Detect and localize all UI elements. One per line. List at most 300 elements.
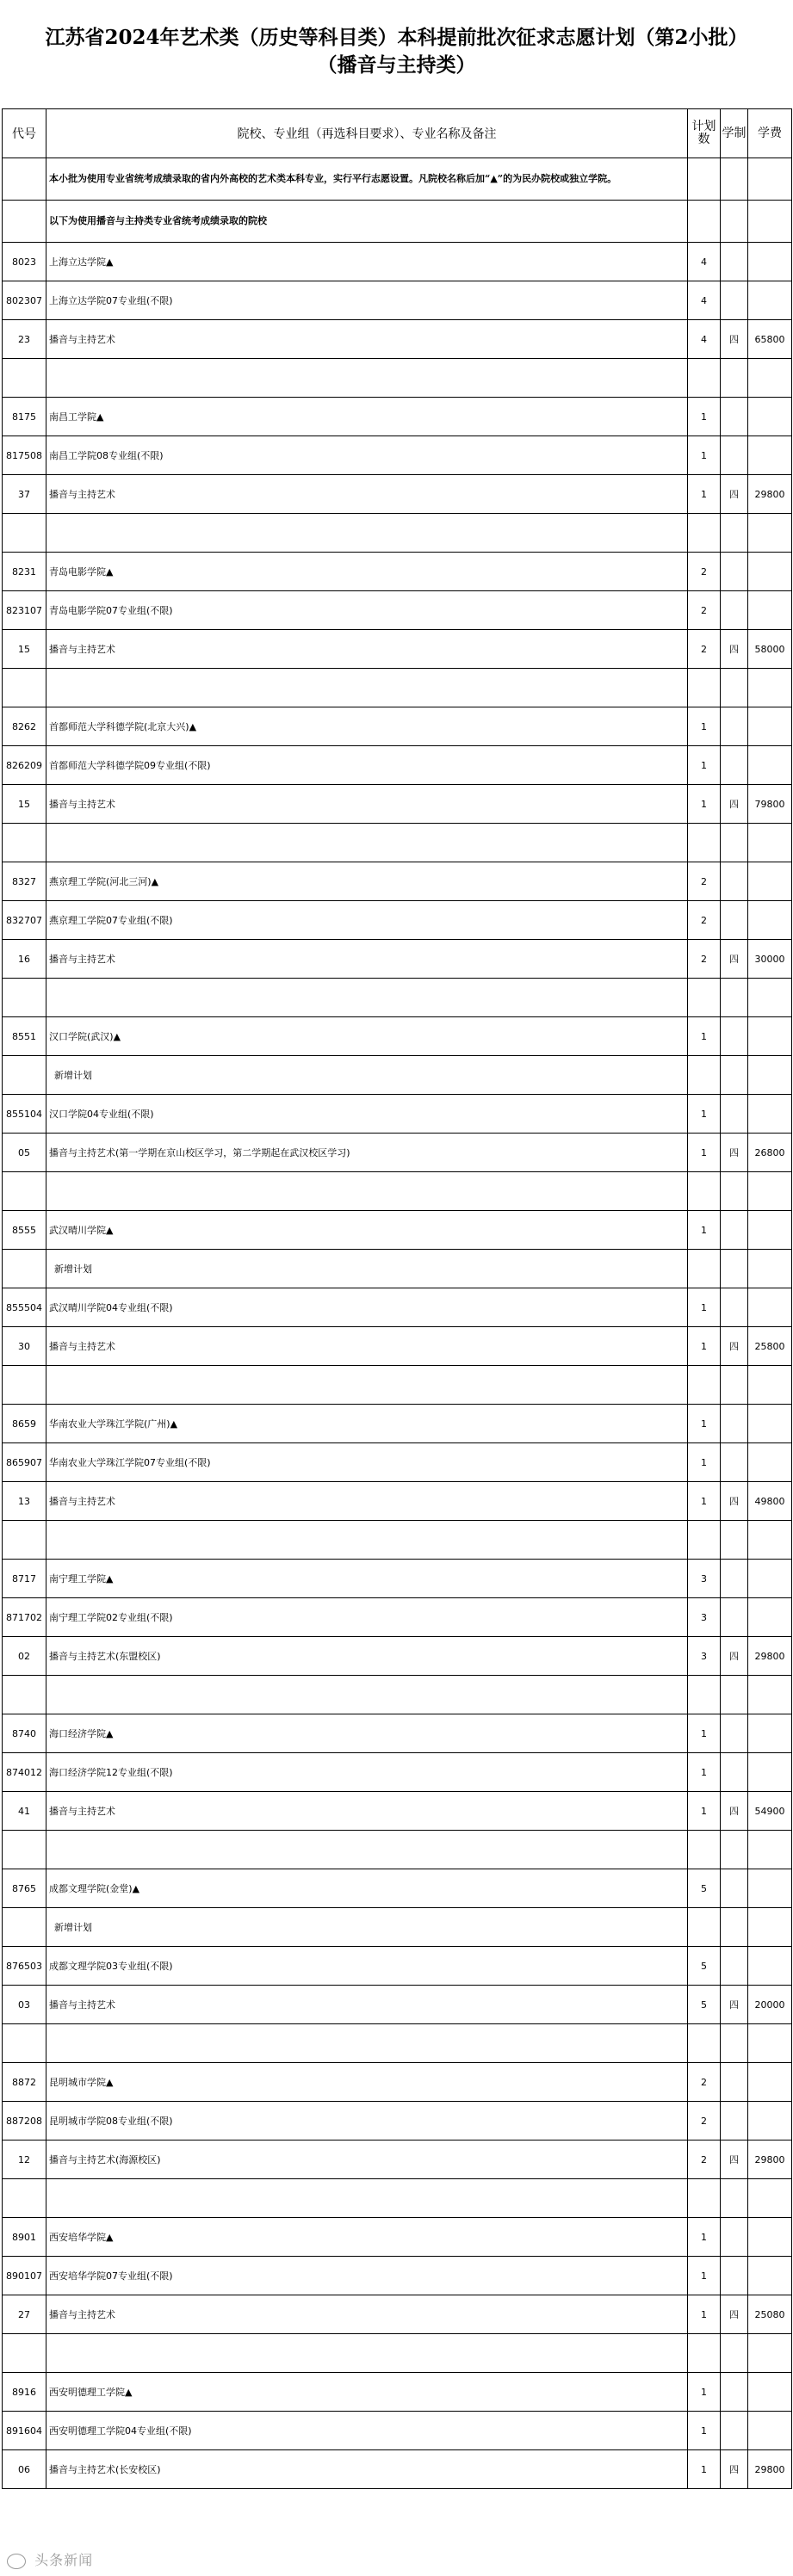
cell-fee bbox=[748, 1947, 792, 1986]
cell-xuezhi bbox=[721, 1211, 748, 1250]
cell-name bbox=[46, 2179, 688, 2218]
cell-name: 新增计划 bbox=[46, 1056, 688, 1095]
cell-name bbox=[46, 1831, 688, 1869]
cell-plan: 1 bbox=[688, 1017, 721, 1056]
watermark-text: 头条新闻 bbox=[34, 2552, 94, 2568]
cell-code: 8555 bbox=[3, 1211, 46, 1250]
spacer-row bbox=[3, 359, 792, 398]
table-row bbox=[3, 1753, 792, 1792]
cell-name bbox=[46, 2024, 688, 2063]
weibo-logo-icon bbox=[7, 2554, 26, 2569]
cell-fee: 29800 bbox=[748, 475, 792, 514]
table-row bbox=[3, 398, 792, 436]
cell-name: 西安明德理工学院▲ bbox=[46, 2373, 688, 2412]
table-row bbox=[3, 2063, 792, 2102]
cell-code: 30 bbox=[3, 1327, 46, 1366]
cell-xuezhi bbox=[721, 1366, 748, 1405]
spacer-row bbox=[3, 824, 792, 862]
table-row bbox=[3, 2295, 792, 2334]
cell-code: 855504 bbox=[3, 1288, 46, 1327]
document-title bbox=[0, 24, 793, 79]
note-1-text: 本小批为使用专业省统考成绩录取的省内外高校的艺术类本科专业，实行平行志愿设置。凡院校名称后加“▲”的为民办院校或独立学院。 bbox=[46, 158, 688, 201]
cell-code: 8175 bbox=[3, 398, 46, 436]
cell-plan: 1 bbox=[688, 746, 721, 785]
watermark bbox=[7, 2549, 93, 2569]
cell-plan: 3 bbox=[688, 1598, 721, 1637]
cell-xuezhi bbox=[721, 1753, 748, 1792]
cell-name: 南昌工学院▲ bbox=[46, 398, 688, 436]
spacer-row bbox=[3, 1521, 792, 1560]
table-row bbox=[3, 436, 792, 475]
cell-code: 8717 bbox=[3, 1560, 46, 1598]
cell-code: 817508 bbox=[3, 436, 46, 475]
cell-xuezhi bbox=[721, 1172, 748, 1211]
cell-code: 876503 bbox=[3, 1947, 46, 1986]
cell-fee: 25080 bbox=[748, 2295, 792, 2334]
cell-xuezhi bbox=[721, 398, 748, 436]
cell-xuezhi bbox=[721, 901, 748, 940]
cell-fee: 25800 bbox=[748, 1327, 792, 1366]
cell-name: 上海立达学院▲ bbox=[46, 243, 688, 281]
cell-fee: 49800 bbox=[748, 1482, 792, 1521]
cell-fee bbox=[748, 1443, 792, 1482]
cell-code: 37 bbox=[3, 475, 46, 514]
cell-plan: 1 bbox=[688, 436, 721, 475]
cell-code: 05 bbox=[3, 1134, 46, 1172]
cell-plan bbox=[688, 1366, 721, 1405]
cell-fee bbox=[748, 2063, 792, 2102]
cell-plan bbox=[688, 1250, 721, 1288]
cell-code: 855104 bbox=[3, 1095, 46, 1134]
cell-name: 武汉晴川学院▲ bbox=[46, 1211, 688, 1250]
cell-plan: 1 bbox=[688, 1792, 721, 1831]
cell-code: 23 bbox=[3, 320, 46, 359]
plan-table bbox=[2, 108, 792, 2489]
cell-plan: 1 bbox=[688, 1134, 721, 1172]
cell-code bbox=[3, 1250, 46, 1288]
cell-plan: 4 bbox=[688, 281, 721, 320]
cell-code: 02 bbox=[3, 1637, 46, 1676]
cell-xuezhi bbox=[721, 2102, 748, 2140]
cell-fee bbox=[748, 1521, 792, 1560]
cell-code: 12 bbox=[3, 2140, 46, 2179]
cell-plan bbox=[688, 1056, 721, 1095]
cell-xuezhi: 四 bbox=[721, 1134, 748, 1172]
cell-fee: 29800 bbox=[748, 2140, 792, 2179]
cell-name: 新增计划 bbox=[46, 1250, 688, 1288]
cell-code: 887208 bbox=[3, 2102, 46, 2140]
cell-plan: 1 bbox=[688, 1211, 721, 1250]
note-row-2 bbox=[3, 201, 792, 243]
cell-xuezhi bbox=[721, 1714, 748, 1753]
table-row bbox=[3, 2412, 792, 2450]
cell-name bbox=[46, 1676, 688, 1714]
cell-name bbox=[46, 514, 688, 553]
cell-name bbox=[46, 824, 688, 862]
cell-fee bbox=[748, 2102, 792, 2140]
cell-code bbox=[3, 2024, 46, 2063]
table-row bbox=[3, 475, 792, 514]
cell-xuezhi bbox=[721, 2179, 748, 2218]
cell-fee: 65800 bbox=[748, 320, 792, 359]
cell-fee: 26800 bbox=[748, 1134, 792, 1172]
cell-fee bbox=[748, 1250, 792, 1288]
cell-xuezhi bbox=[721, 1095, 748, 1134]
cell-plan: 2 bbox=[688, 2140, 721, 2179]
cell-code: 8901 bbox=[3, 2218, 46, 2257]
cell-xuezhi bbox=[721, 514, 748, 553]
cell-xuezhi bbox=[721, 1443, 748, 1482]
cell-name: 华南农业大学珠江学院(广州)▲ bbox=[46, 1405, 688, 1443]
cell-xuezhi bbox=[721, 1250, 748, 1288]
note-2-code bbox=[3, 201, 46, 243]
cell-name: 播音与主持艺术 bbox=[46, 630, 688, 669]
cell-code: 823107 bbox=[3, 591, 46, 630]
cell-name: 汉口学院04专业组(不限) bbox=[46, 1095, 688, 1134]
cell-plan: 2 bbox=[688, 2063, 721, 2102]
cell-xuezhi bbox=[721, 1056, 748, 1095]
cell-fee bbox=[748, 591, 792, 630]
cell-code: 874012 bbox=[3, 1753, 46, 1792]
cell-code: 8659 bbox=[3, 1405, 46, 1443]
cell-name: 播音与主持艺术 bbox=[46, 785, 688, 824]
cell-name: 首都师范大学科德学院(北京大兴)▲ bbox=[46, 707, 688, 746]
cell-code: 8023 bbox=[3, 243, 46, 281]
cell-xuezhi: 四 bbox=[721, 475, 748, 514]
cell-code: 41 bbox=[3, 1792, 46, 1831]
cell-name bbox=[46, 669, 688, 707]
cell-fee: 20000 bbox=[748, 1986, 792, 2024]
table-row bbox=[3, 1443, 792, 1482]
cell-plan bbox=[688, 2179, 721, 2218]
cell-name: 西安培华学院▲ bbox=[46, 2218, 688, 2257]
cell-name: 播音与主持艺术 bbox=[46, 1327, 688, 1366]
cell-code: 8231 bbox=[3, 553, 46, 591]
cell-plan: 5 bbox=[688, 1869, 721, 1908]
cell-fee bbox=[748, 553, 792, 591]
cell-plan: 1 bbox=[688, 1405, 721, 1443]
cell-name: 南宁理工学院▲ bbox=[46, 1560, 688, 1598]
cell-xuezhi: 四 bbox=[721, 785, 748, 824]
cell-code bbox=[3, 669, 46, 707]
cell-xuezhi bbox=[721, 1869, 748, 1908]
cell-plan: 1 bbox=[688, 2257, 721, 2295]
cell-fee: 79800 bbox=[748, 785, 792, 824]
cell-plan bbox=[688, 669, 721, 707]
cell-xuezhi bbox=[721, 2218, 748, 2257]
cell-fee bbox=[748, 1288, 792, 1327]
header-xuezhi: 学制 bbox=[721, 109, 748, 158]
cell-fee: 29800 bbox=[748, 1637, 792, 1676]
cell-code bbox=[3, 1676, 46, 1714]
cell-name: 西安培华学院07专业组(不限) bbox=[46, 2257, 688, 2295]
table-row bbox=[3, 1405, 792, 1443]
table-row bbox=[3, 1250, 792, 1288]
cell-fee bbox=[748, 2412, 792, 2450]
cell-plan: 1 bbox=[688, 2412, 721, 2450]
cell-code: 865907 bbox=[3, 1443, 46, 1482]
cell-fee bbox=[748, 746, 792, 785]
cell-name bbox=[46, 1521, 688, 1560]
header-plan: 计划数 bbox=[688, 109, 721, 158]
cell-xuezhi bbox=[721, 281, 748, 320]
cell-code bbox=[3, 1366, 46, 1405]
cell-xuezhi bbox=[721, 707, 748, 746]
table-row bbox=[3, 1714, 792, 1753]
cell-xuezhi: 四 bbox=[721, 1637, 748, 1676]
cell-plan: 2 bbox=[688, 940, 721, 979]
spacer-row bbox=[3, 514, 792, 553]
cell-plan bbox=[688, 1908, 721, 1947]
cell-name: 青岛电影学院07专业组(不限) bbox=[46, 591, 688, 630]
cell-fee bbox=[748, 1908, 792, 1947]
cell-plan: 2 bbox=[688, 901, 721, 940]
cell-xuezhi bbox=[721, 2373, 748, 2412]
cell-fee bbox=[748, 1405, 792, 1443]
cell-fee bbox=[748, 1598, 792, 1637]
cell-fee bbox=[748, 398, 792, 436]
table-row bbox=[3, 1095, 792, 1134]
cell-fee bbox=[748, 2024, 792, 2063]
cell-name: 汉口学院(武汉)▲ bbox=[46, 1017, 688, 1056]
cell-plan: 1 bbox=[688, 475, 721, 514]
cell-xuezhi bbox=[721, 1017, 748, 1056]
cell-name: 播音与主持艺术(海源校区) bbox=[46, 2140, 688, 2179]
cell-name bbox=[46, 1172, 688, 1211]
table-row bbox=[3, 320, 792, 359]
table-row bbox=[3, 707, 792, 746]
cell-fee bbox=[748, 1831, 792, 1869]
table-row bbox=[3, 2257, 792, 2295]
cell-fee bbox=[748, 2218, 792, 2257]
cell-name: 播音与主持艺术 bbox=[46, 320, 688, 359]
table-row bbox=[3, 630, 792, 669]
cell-plan: 3 bbox=[688, 1637, 721, 1676]
cell-name bbox=[46, 979, 688, 1017]
cell-code bbox=[3, 359, 46, 398]
table-row bbox=[3, 1056, 792, 1095]
cell-plan: 1 bbox=[688, 1095, 721, 1134]
cell-code: 8551 bbox=[3, 1017, 46, 1056]
cell-plan bbox=[688, 979, 721, 1017]
table-row bbox=[3, 553, 792, 591]
cell-xuezhi bbox=[721, 2024, 748, 2063]
cell-fee bbox=[748, 2334, 792, 2373]
cell-name: 播音与主持艺术 bbox=[46, 1986, 688, 2024]
cell-plan bbox=[688, 359, 721, 398]
cell-plan bbox=[688, 514, 721, 553]
cell-name: 燕京理工学院07专业组(不限) bbox=[46, 901, 688, 940]
table-row bbox=[3, 2373, 792, 2412]
cell-name: 海口经济学院12专业组(不限) bbox=[46, 1753, 688, 1792]
cell-fee bbox=[748, 1056, 792, 1095]
cell-xuezhi: 四 bbox=[721, 2295, 748, 2334]
spacer-row bbox=[3, 979, 792, 1017]
cell-xuezhi: 四 bbox=[721, 630, 748, 669]
cell-name: 华南农业大学珠江学院07专业组(不限) bbox=[46, 1443, 688, 1482]
cell-code: 832707 bbox=[3, 901, 46, 940]
table-row bbox=[3, 591, 792, 630]
table-row bbox=[3, 1598, 792, 1637]
cell-name: 南昌工学院08专业组(不限) bbox=[46, 436, 688, 475]
cell-fee bbox=[748, 1753, 792, 1792]
cell-xuezhi bbox=[721, 1560, 748, 1598]
cell-fee: 30000 bbox=[748, 940, 792, 979]
table-row bbox=[3, 1560, 792, 1598]
cell-fee bbox=[748, 979, 792, 1017]
cell-plan: 5 bbox=[688, 1986, 721, 2024]
spacer-row bbox=[3, 2179, 792, 2218]
cell-plan: 1 bbox=[688, 1288, 721, 1327]
cell-xuezhi bbox=[721, 862, 748, 901]
cell-xuezhi bbox=[721, 824, 748, 862]
cell-fee bbox=[748, 1017, 792, 1056]
cell-code: 03 bbox=[3, 1986, 46, 2024]
cell-plan bbox=[688, 1521, 721, 1560]
cell-name: 成都文理学院03专业组(不限) bbox=[46, 1947, 688, 1986]
cell-fee bbox=[748, 1714, 792, 1753]
cell-fee bbox=[748, 824, 792, 862]
cell-xuezhi bbox=[721, 1405, 748, 1443]
cell-code bbox=[3, 2179, 46, 2218]
table-row bbox=[3, 2140, 792, 2179]
cell-code: 27 bbox=[3, 2295, 46, 2334]
cell-code: 8765 bbox=[3, 1869, 46, 1908]
note-row-1 bbox=[3, 158, 792, 201]
cell-code bbox=[3, 2334, 46, 2373]
cell-plan: 4 bbox=[688, 243, 721, 281]
table-row bbox=[3, 1211, 792, 1250]
cell-code: 890107 bbox=[3, 2257, 46, 2295]
cell-name: 海口经济学院▲ bbox=[46, 1714, 688, 1753]
cell-fee bbox=[748, 2373, 792, 2412]
cell-fee bbox=[748, 1211, 792, 1250]
title-line-1: 江苏省2024年艺术类（历史等科目类）本科提前批次征求志愿计划（第2小批） bbox=[45, 26, 748, 49]
cell-fee: 58000 bbox=[748, 630, 792, 669]
header-fee: 学费 bbox=[748, 109, 792, 158]
cell-name: 昆明城市学院08专业组(不限) bbox=[46, 2102, 688, 2140]
cell-xuezhi bbox=[721, 1908, 748, 1947]
cell-fee bbox=[748, 1095, 792, 1134]
cell-name: 昆明城市学院▲ bbox=[46, 2063, 688, 2102]
cell-fee bbox=[748, 669, 792, 707]
cell-xuezhi bbox=[721, 2063, 748, 2102]
cell-xuezhi: 四 bbox=[721, 1327, 748, 1366]
cell-plan: 2 bbox=[688, 591, 721, 630]
cell-plan bbox=[688, 1831, 721, 1869]
spacer-row bbox=[3, 1366, 792, 1405]
title-line-2: （播音与主持类） bbox=[317, 53, 476, 77]
cell-xuezhi bbox=[721, 591, 748, 630]
cell-fee: 54900 bbox=[748, 1792, 792, 1831]
cell-plan: 1 bbox=[688, 1753, 721, 1792]
cell-plan bbox=[688, 1172, 721, 1211]
cell-plan: 1 bbox=[688, 2373, 721, 2412]
header-row bbox=[3, 109, 792, 158]
cell-code: 06 bbox=[3, 2450, 46, 2489]
cell-name: 西安明德理工学院04专业组(不限) bbox=[46, 2412, 688, 2450]
cell-plan: 1 bbox=[688, 707, 721, 746]
cell-plan: 1 bbox=[688, 1714, 721, 1753]
cell-name: 播音与主持艺术 bbox=[46, 475, 688, 514]
cell-fee bbox=[748, 707, 792, 746]
cell-name: 上海立达学院07专业组(不限) bbox=[46, 281, 688, 320]
cell-plan: 2 bbox=[688, 862, 721, 901]
spacer-row bbox=[3, 2334, 792, 2373]
cell-fee bbox=[748, 359, 792, 398]
cell-fee: 29800 bbox=[748, 2450, 792, 2489]
table-row bbox=[3, 862, 792, 901]
cell-xuezhi bbox=[721, 1947, 748, 1986]
cell-name: 新增计划 bbox=[46, 1908, 688, 1947]
cell-xuezhi: 四 bbox=[721, 320, 748, 359]
header-code: 代号 bbox=[3, 109, 46, 158]
cell-plan: 2 bbox=[688, 553, 721, 591]
cell-xuezhi bbox=[721, 1521, 748, 1560]
table-row bbox=[3, 1908, 792, 1947]
cell-code: 15 bbox=[3, 630, 46, 669]
table-row bbox=[3, 1327, 792, 1366]
cell-xuezhi bbox=[721, 1831, 748, 1869]
table-body bbox=[3, 158, 792, 2489]
cell-plan: 1 bbox=[688, 1327, 721, 1366]
cell-code bbox=[3, 1831, 46, 1869]
cell-xuezhi bbox=[721, 359, 748, 398]
cell-name: 播音与主持艺术 bbox=[46, 1792, 688, 1831]
table-row bbox=[3, 281, 792, 320]
cell-name bbox=[46, 359, 688, 398]
cell-code bbox=[3, 979, 46, 1017]
table-row bbox=[3, 901, 792, 940]
cell-xuezhi: 四 bbox=[721, 1986, 748, 2024]
spacer-row bbox=[3, 2024, 792, 2063]
cell-code: 8872 bbox=[3, 2063, 46, 2102]
cell-plan: 5 bbox=[688, 1947, 721, 1986]
cell-xuezhi bbox=[721, 436, 748, 475]
cell-name: 播音与主持艺术(长安校区) bbox=[46, 2450, 688, 2489]
cell-fee bbox=[748, 1869, 792, 1908]
table-row bbox=[3, 2450, 792, 2489]
cell-code bbox=[3, 1521, 46, 1560]
cell-xuezhi bbox=[721, 2334, 748, 2373]
cell-code bbox=[3, 1908, 46, 1947]
table-row bbox=[3, 1288, 792, 1327]
cell-plan: 1 bbox=[688, 1443, 721, 1482]
cell-plan: 1 bbox=[688, 398, 721, 436]
cell-xuezhi bbox=[721, 979, 748, 1017]
cell-name: 燕京理工学院(河北三河)▲ bbox=[46, 862, 688, 901]
cell-plan: 3 bbox=[688, 1560, 721, 1598]
table-row bbox=[3, 940, 792, 979]
cell-name: 播音与主持艺术 bbox=[46, 1482, 688, 1521]
cell-xuezhi bbox=[721, 1676, 748, 1714]
cell-code: 871702 bbox=[3, 1598, 46, 1637]
cell-fee bbox=[748, 281, 792, 320]
cell-name: 首都师范大学科德学院09专业组(不限) bbox=[46, 746, 688, 785]
cell-xuezhi bbox=[721, 669, 748, 707]
note-2-text: 以下为使用播音与主持类专业省统考成绩录取的院校 bbox=[46, 201, 688, 243]
cell-code bbox=[3, 514, 46, 553]
table-row bbox=[3, 1869, 792, 1908]
cell-fee bbox=[748, 243, 792, 281]
cell-fee bbox=[748, 1560, 792, 1598]
cell-plan: 1 bbox=[688, 2295, 721, 2334]
cell-code: 826209 bbox=[3, 746, 46, 785]
cell-name: 播音与主持艺术(第一学期在京山校区学习，第二学期起在武汉校区学习) bbox=[46, 1134, 688, 1172]
cell-code: 16 bbox=[3, 940, 46, 979]
cell-plan: 2 bbox=[688, 630, 721, 669]
cell-code: 8327 bbox=[3, 862, 46, 901]
